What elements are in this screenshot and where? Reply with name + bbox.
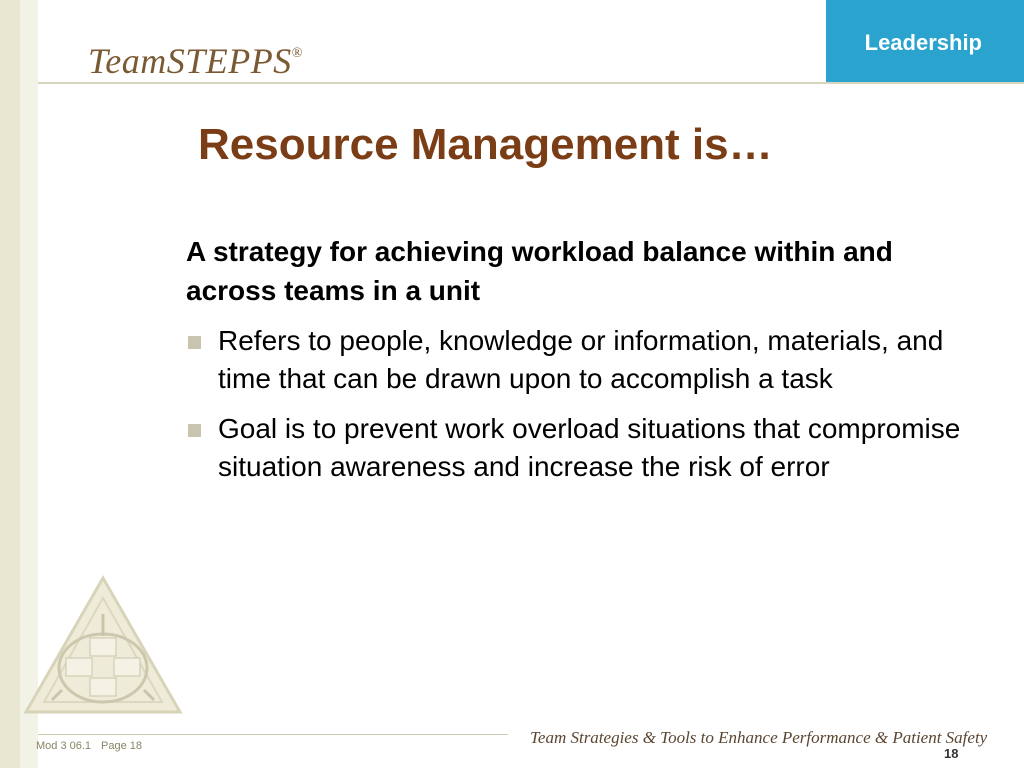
- left-sidebar-stripe: [0, 0, 20, 768]
- logo-text: TeamSTEPPS: [88, 41, 292, 81]
- bullet-item: [186, 410, 966, 486]
- header-divider: [38, 82, 1024, 84]
- registered-mark: ®: [291, 46, 303, 61]
- footer-meta: [36, 740, 142, 752]
- section-tab: [826, 0, 1024, 82]
- module-label: Mod 3 06.1: [36, 740, 92, 752]
- bullet-text: Goal is to prevent work overload situations that compromise situation awareness and increase the risk of error: [218, 413, 961, 482]
- teamstepps-logo: [88, 40, 303, 82]
- square-bullet-icon: [188, 336, 201, 349]
- bullet-text: Refers to people, knowledge or information, materials, and time that can be drawn upon to accomplish a task: [218, 325, 944, 394]
- square-bullet-icon: [188, 424, 201, 437]
- slide-body: [186, 232, 966, 498]
- lead-statement: A strategy for achieving workload balance within and across teams in a unit: [186, 236, 893, 306]
- footer-divider: [38, 734, 508, 735]
- teamstepps-triangle-emblem: [18, 570, 188, 720]
- section-tab-label: Leadership: [864, 30, 982, 55]
- bullet-item: [186, 322, 966, 398]
- footer-tagline: Team Strategies & Tools to Enhance Performance & Patient Safety: [530, 728, 988, 747]
- slide-title: Resource Management is…: [198, 120, 773, 169]
- slide-number: 18: [944, 746, 959, 761]
- page-label: Page 18: [101, 740, 143, 752]
